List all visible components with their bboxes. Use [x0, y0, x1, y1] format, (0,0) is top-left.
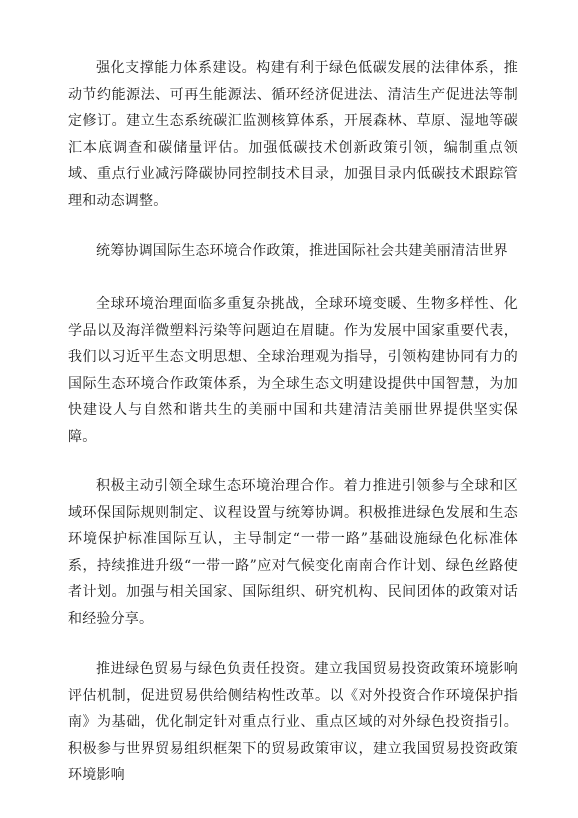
paragraph-lead-cooperation: 积极主动引领全球生态环境治理合作。着力推进引领参与全球和区域环保国际规则制定、议程设置与统筹协调。积极推进绿色发展和生态环境保护标准国际互认，主导制定“一带一路”基础设施绿色化标准体系，持续推进升级“一带一路”应对气候变化南南合作计划、绿色丝路使者计划。加强与相关国家、国际组织、研究机构、民间团体的政策对话和经验分享。	[68, 478, 518, 627]
paragraph-support-capacity: 强化支撑能力体系建设。构建有利于绿色低碳发展的法律体系，推动节约能源法、可再生能源法、循环经济促进法、清洁生产促进法等制定修订。建立生态系统碳汇监测核算体系，开展森林、草原、湿地等碳汇本底调查和碳储量评估。加强低碳技术创新政策引领，编制重点领域、重点行业减污降碳协同控制技术目录，加强目录内低碳技术跟踪管理和动态调整。	[68, 60, 518, 209]
paragraph-green-trade: 推进绿色贸易与绿色负责任投资。建立我国贸易投资政策环境影响评估机制，促进贸易供给侧结构性改革。以《对外投资合作环境保护指南》为基础，优化制定针对重点行业、重点区域的对外绿色投资指引。积极参与世界贸易组织框架下的贸易政策审议，建立我国贸易投资政策环境影响	[68, 661, 518, 783]
paragraph-global-governance: 全球环境治理面临多重复杂挑战，全球环境变暖、生物多样性、化学品以及海洋微塑料污染等问题迫在眉睫。作为发展中国家重要代表，我们以习近平生态文明思想、全球治理观为指导，引领构建协同有力的国际生态环境合作政策体系，为全球生态文明建设提供中国智慧，为加快建设人与自然和谐共生的美丽中国和共建清洁美丽世界提供坚实保障。	[68, 296, 518, 445]
section-heading-international-cooperation: 统筹协调国际生态环境合作政策，推进国际社会共建美丽清洁世界	[96, 243, 508, 259]
